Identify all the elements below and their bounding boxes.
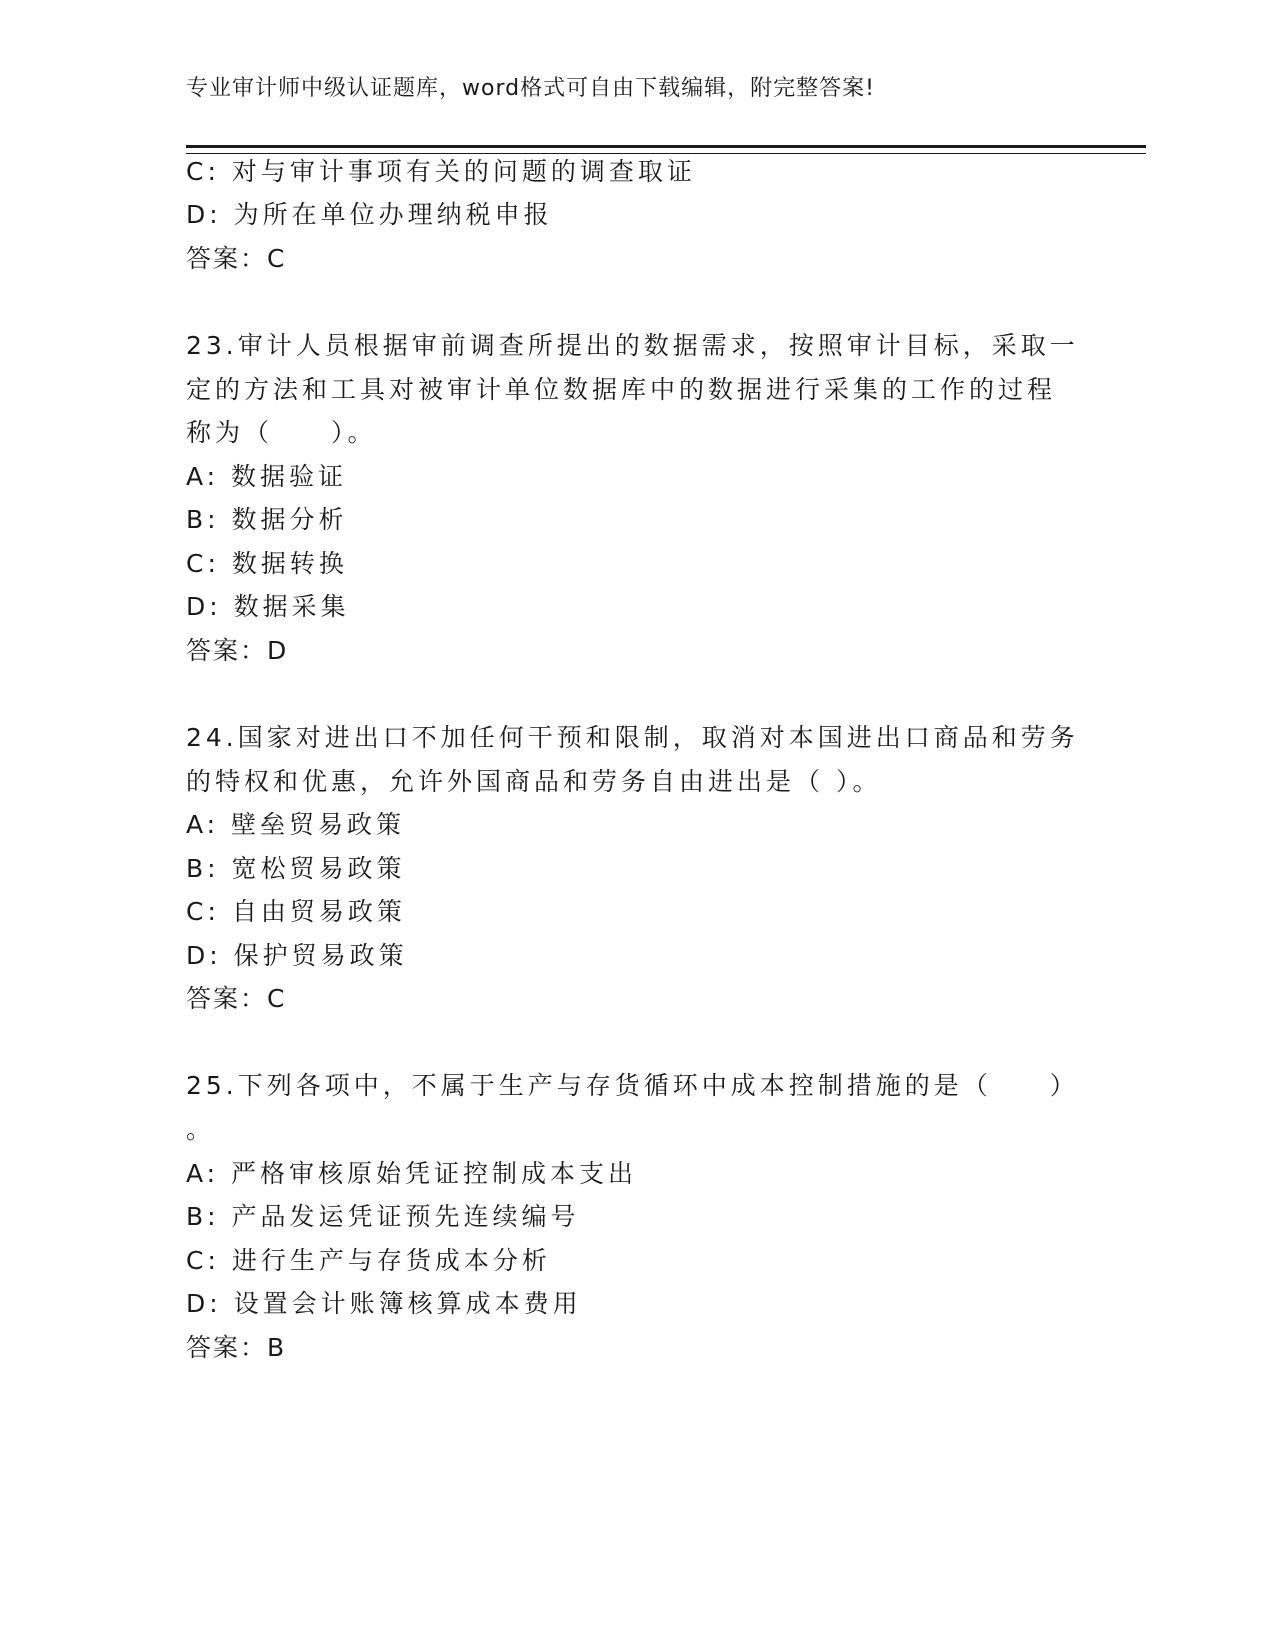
option-d: D: 数据采集 (186, 592, 350, 621)
answer: 答案：C (186, 244, 287, 273)
question-stem-line: 称为（ ）。 (186, 418, 377, 447)
option-c: C: 进行生产与存货成本分析 (186, 1246, 551, 1275)
question-stem-line: 定的方法和工具对被审计单位数据库中的数据进行采集的工作的过程 (186, 375, 1057, 404)
answer: 答案：C (186, 984, 287, 1013)
option-a: A: 严格审核原始凭证控制成本支出 (186, 1159, 638, 1188)
question-stem-line: 25.下列各项中，不属于生产与存货循环中成本控制措施的是（ ） (186, 1071, 1079, 1100)
page-header: 专业审计师中级认证题库，word格式可自由下载编辑，附完整答案! (186, 76, 875, 101)
option-d: D: 保护贸易政策 (186, 941, 408, 970)
question-stem-line: 23.审计人员根据审前调查所提出的数据需求，按照审计目标，采取一 (186, 331, 1079, 360)
header-divider (186, 145, 1146, 154)
option-b: B: 宽松贸易政策 (186, 854, 406, 883)
question-stem-line: 24.国家对进出口不加任何干预和限制，取消对本国进出口商品和劳务 (186, 723, 1079, 752)
option-c: C: 自由贸易政策 (186, 897, 406, 926)
option-c: C: 对与审计事项有关的问题的调查取证 (186, 157, 696, 186)
answer: 答案：B (186, 1333, 287, 1362)
option-c: C: 数据转换 (186, 549, 348, 578)
answer: 答案：D (186, 636, 289, 665)
option-b: B: 数据分析 (186, 505, 348, 534)
option-d: D: 设置会计账簿核算成本费用 (186, 1289, 582, 1318)
option-b: B: 产品发运凭证预先连续编号 (186, 1202, 580, 1231)
question-stem-line: 的特权和优惠，允许外国商品和劳务自由进出是（ ）。 (186, 767, 882, 796)
option-d: D: 为所在单位办理纳税申报 (186, 200, 553, 229)
option-a: A: 数据验证 (186, 462, 348, 491)
option-a: A: 壁垒贸易政策 (186, 810, 406, 839)
question-stem-line: 。 (186, 1115, 216, 1144)
